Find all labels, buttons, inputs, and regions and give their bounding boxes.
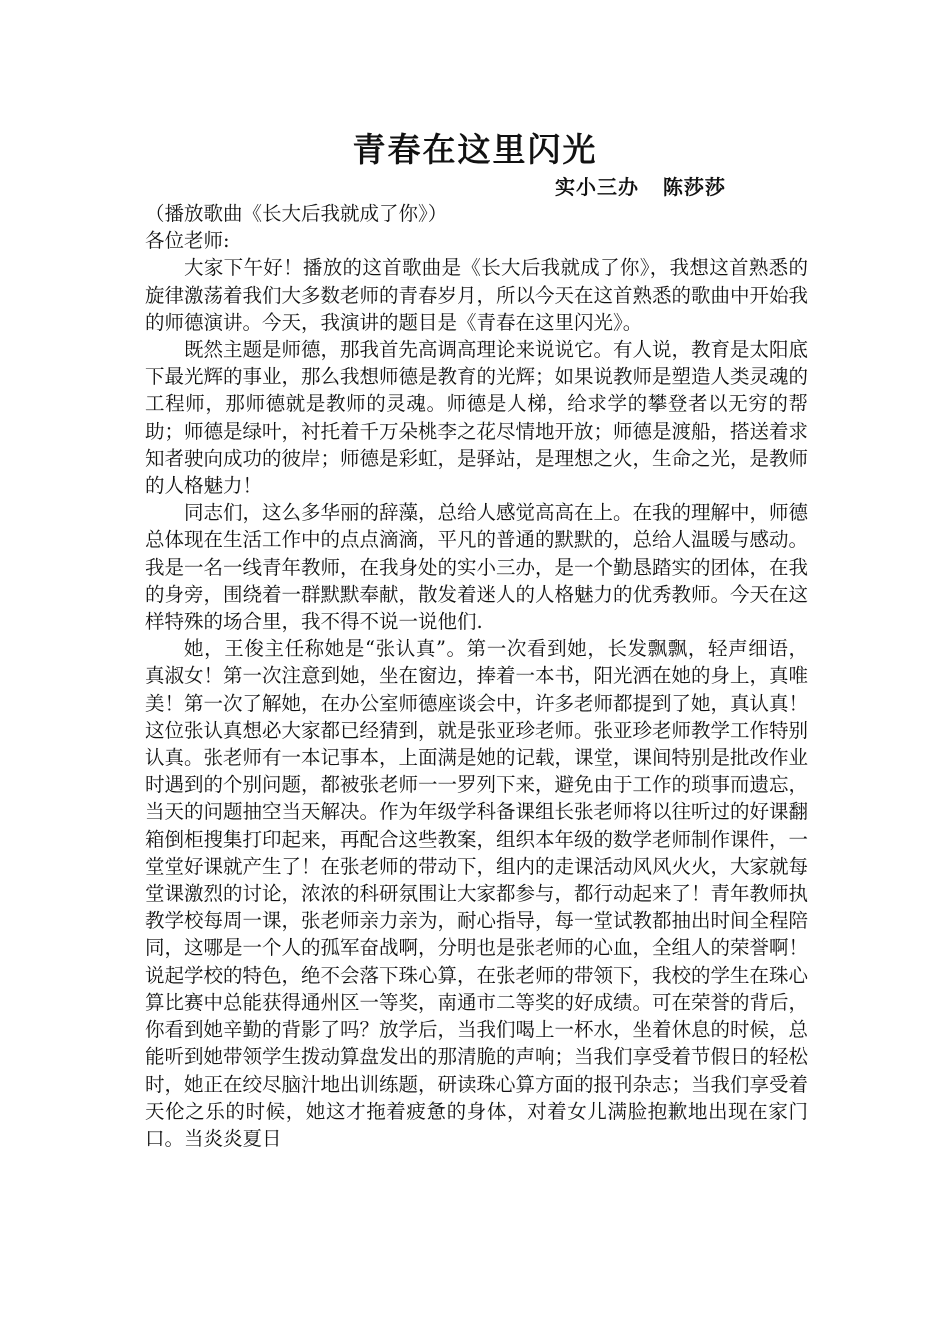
document-title: 青春在这里闪光: [352, 130, 598, 169]
paragraph-4: 她，王俊主任称她是“张认真”。第一次看到她，长发飘飘，轻声细语，真淑女！第一次注意到她，坐在窗边，捧着一本书，阳光洒在她的身上，真唯美！第一次了解她，在办公室师德座谈会中，许多老师都提到了她，真认真！这位张认真想必大家都已经猜到，就是张亚珍老师。张亚珍老师教学工作特别认真。张老师有一本记事本，上面满是她的记载，课堂，课间特别是批改作业时遇到的个别问题，都被张老师一一罗列下来，避免由于工作的琐事而遗忘，当天的问题抽空当天解决。作为年级学科备课组长张老师将以往听过的好课翻箱倒柜搜集打印起来，再配合这些教案，组织本年级的数学老师制作课件，一堂堂好课就产生了！在张老师的带动下，组内的走课活动风风火火，大家就每堂课激烈的讨论，浓浓的科研氛围让大家都参与，都行动起来了！青年教师执教学校每周一课，张老师亲力亲为，耐心指导，每一堂试教都抽出时间全程陪同，这哪是一个人的孤军奋战啊，分明也是张老师的心血，全组人的荣誉啊！说起学校的特色，绝不会落下珠心算，在张老师的带领下，我校的学生在珠心算比赛中总能获得通州区一等奖，南通市二等奖的好成绩。可在荣誉的背后，你看到她辛勤的背影了吗？放学后，当我们喝上一杯水，坐着休息的时候，总能听到她带领学生拨动算盘发出的那清脆的声响；当我们享受着节假日的轻松时，她正在绞尽脑汁地出训练题，研读珠心算方面的报刊杂志；当我们享受着天伦之乐的时候，她这才拖着疲惫的身体，对着女儿满脸抱歉地出现在家门口。当炎炎夏日: [145, 637, 809, 1150]
paragraph-2: 既然主题是师德，那我首先高调高理论来说说它。有人说，教育是太阳底下最光辉的事业，那么我想师德是教育的光辉；如果说教师是塑造人类灵魂的工程师，那师德就是教师的灵魂。师德是人梯，给求学的攀登者以无穷的帮助；师德是绿叶，衬托着千万朵桃李之花尽情地开放；师德是渡船，搭送着求知者驶向成功的彼岸；师德是彩虹，是驿站，是理想之火，生命之光，是教师的人格魅力！: [145, 338, 809, 498]
paragraph-1: 大家下午好！播放的这首歌曲是《长大后我就成了你》，我想这首熟悉的旋律激荡着我们大多数老师的青春岁月，所以今天在这首熟悉的歌曲中开始我的师德演讲。今天，我演讲的题目是《青春在这里闪光》。: [145, 256, 809, 334]
song-note: （播放歌曲《长大后我就成了你》）: [145, 202, 448, 225]
salutation: 各位老师:: [145, 229, 230, 253]
paragraph-3: 同志们，这么多华丽的辞藻，总给人感觉高高在上。在我的理解中，师德总体现在生活工作中的点点滴滴，平凡的普通的默默的，总给人温暖与感动。我是一名一线青年教师，在我身处的实小三办，是一个勤恳踏实的团体，在我的身旁，围绕着一群默默奉献，散发着迷人的人格魅力的优秀教师。今天在这样特殊的场合里，我不得不说一说他们.: [145, 501, 809, 634]
document-body: [145, 200, 808, 1152]
author-line: 实小三办 陈莎莎: [555, 175, 726, 199]
